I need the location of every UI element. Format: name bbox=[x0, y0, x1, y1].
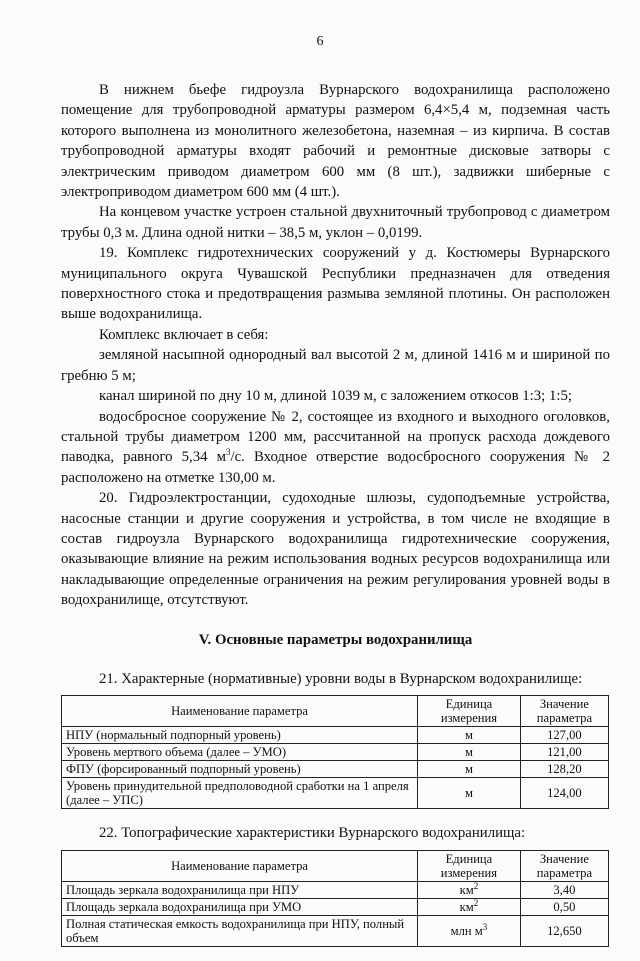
table-cell: 128,20 bbox=[520, 761, 608, 778]
table-cell: м bbox=[418, 744, 521, 761]
column-header: Единица измерения bbox=[418, 696, 521, 727]
table-row bbox=[62, 778, 609, 809]
table-cell: 127,00 bbox=[520, 727, 608, 744]
table-cell: Полная статическая емкость водохранилища при НПУ, полный объем bbox=[62, 915, 418, 946]
water-levels-table bbox=[61, 695, 609, 809]
table-cell: 0,50 bbox=[520, 898, 608, 915]
list-item: канал шириной по дну 10 м, длиной 1039 м, с заложением откосов 1:3; 1:5; bbox=[99, 388, 572, 405]
unit-text: км bbox=[459, 899, 474, 914]
superscript: 3 bbox=[225, 447, 231, 458]
table-header-row bbox=[62, 696, 609, 727]
table-cell: Площадь зеркала водохранилища при УМО bbox=[62, 898, 418, 915]
column-header: Наименование параметра bbox=[62, 696, 418, 727]
column-header: Единица измерения bbox=[418, 850, 521, 881]
document-body bbox=[61, 80, 610, 961]
table-cell: 12,650 bbox=[520, 915, 608, 946]
table-cell: 121,00 bbox=[520, 744, 608, 761]
column-header: Значение параметра bbox=[520, 696, 608, 727]
table-row bbox=[62, 898, 609, 915]
table-row bbox=[62, 727, 609, 744]
table-row bbox=[62, 761, 609, 778]
table-cell: 124,00 bbox=[520, 778, 608, 809]
table-cell: м bbox=[418, 761, 521, 778]
paragraph: В нижнем бьефе гидроузла Вурнарского водохранилища расположено помещение для трубопроводной арматуры размером 6,4×5,4 м, подземная часть которого выполнена из монолитного железобетона, наземная – из кирпича. В состав трубопроводной арматуры входят рабочий и ремонтные дисковые затворы с электрическим приводом диаметром 600 мм (8 шт.), задвижки шиберные с электроприводом диаметром 600 мм (4 шт.). bbox=[61, 82, 610, 201]
list-item bbox=[61, 407, 610, 489]
superscript: 2 bbox=[473, 880, 479, 891]
paragraph: 20. Гидроэлектростанции, судоходные шлюзы, судоподъемные устройства, насосные станции и другие сооружения и устройства, в том числе не входящие в состав гидроузла Вурнарского водохранилища гидротехнические сооружения, оказывающие влияние на режим использования водных ресурсов водохранилища или накладывающие определенные ограничения на режим регулирования уровней воды в водохранилище, отсутствуют. bbox=[61, 490, 610, 609]
section-intro: 22. Топографические характеристики Вурнарского водохранилища: bbox=[99, 825, 526, 842]
column-header: Наименование параметра bbox=[62, 850, 418, 881]
paragraph-text: водосбросное сооружение № 2, состоящее из входного и выходного оголовков, стальной трубы диаметром 1200 мм, рассчитанной на пропуск расхода дождевого паводка, равного 5,34 м bbox=[61, 408, 610, 466]
paragraph: 19. Комплекс гидротехнических сооружений у д. Костюмеры Вурнарского муниципального округа Чувашской Республики предназначен для отведения поверхностного стока и предотвращения размыва земляной плотины. Он расположен выше водохранилища. bbox=[61, 245, 610, 323]
list-item: земляной насыпной однородный вал высотой 2 м, длиной 1416 м и шириной по гребню 5 м; bbox=[61, 347, 610, 384]
table-cell: Площадь зеркала водохранилища при НПУ bbox=[62, 881, 418, 898]
table-cell bbox=[418, 881, 521, 898]
unit-text: км bbox=[459, 882, 474, 897]
table-row bbox=[62, 744, 609, 761]
table-cell: 3,40 bbox=[520, 881, 608, 898]
table-row bbox=[62, 915, 609, 946]
table-header-row bbox=[62, 850, 609, 881]
unit-text: млн м bbox=[450, 923, 483, 938]
page-number: 6 bbox=[316, 34, 324, 49]
table-cell: м bbox=[418, 778, 521, 809]
topographic-table bbox=[61, 850, 609, 947]
table-cell: ФПУ (форсированный подпорный уровень) bbox=[62, 761, 418, 778]
table-cell: Уровень принудительной предполоводной сработки на 1 апреля (далее – УПС) bbox=[62, 778, 418, 809]
superscript: 2 bbox=[473, 897, 479, 908]
column-header: Значение параметра bbox=[520, 850, 608, 881]
paragraph: Комплекс включает в себя: bbox=[99, 326, 269, 343]
section-intro: 21. Характерные (нормативные) уровни воды в Вурнарском водохранилище: bbox=[99, 670, 583, 687]
table-cell bbox=[418, 915, 521, 946]
paragraph-text: /с. Входное отверстие водосбросного сооружения № 2 расположено на отметке 130,00 м. bbox=[61, 449, 610, 486]
superscript: 3 bbox=[482, 921, 488, 932]
table-cell bbox=[418, 898, 521, 915]
table-cell: НПУ (нормальный подпорный уровень) bbox=[62, 727, 418, 744]
paragraph: На концевом участке устроен стальной двухниточный трубопровод с диаметром трубы 0,3 м. Длина одной нитки – 38,5 м, уклон – 0,0199. bbox=[61, 204, 610, 241]
table-cell: м bbox=[418, 727, 521, 744]
section-heading: V. Основные параметры водохранилища bbox=[198, 631, 473, 648]
table-cell: Уровень мертвого объема (далее – УМО) bbox=[62, 744, 418, 761]
table-row bbox=[62, 881, 609, 898]
